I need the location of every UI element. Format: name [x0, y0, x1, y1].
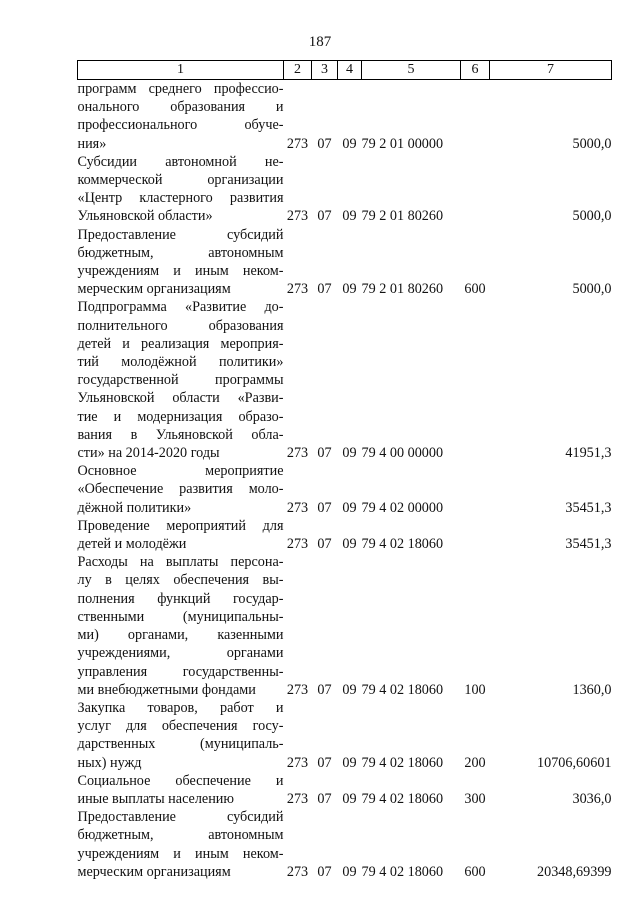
- target-article-code: 79 4 02 18060: [361, 790, 444, 807]
- expense-name-line: коммерческой организации: [77, 172, 284, 189]
- ministry-code: 273: [286, 281, 309, 298]
- expense-name-line: «Центр кластерного развития: [77, 190, 284, 207]
- expense-name-line: Субсидии автономной не-: [77, 153, 284, 170]
- expense-type-code: [461, 298, 490, 462]
- table-row: [78, 699, 612, 772]
- expense-name-line: дарственных (муниципаль-: [77, 736, 284, 753]
- expense-type-code: [461, 153, 490, 226]
- column-header: 3: [312, 61, 338, 80]
- expense-name-line: управления государственны-: [77, 663, 284, 680]
- target-article-code: 79 2 01 80260: [361, 281, 444, 298]
- ministry-code: 273: [286, 790, 309, 807]
- amount-value: 41951,3: [565, 445, 612, 462]
- subsection-code: 09: [342, 754, 357, 771]
- amount-value: 35451,3: [565, 499, 612, 516]
- expense-name-line: учреждениям и иным неком-: [77, 845, 284, 862]
- expense-type-code: [461, 462, 490, 517]
- expense-name: [78, 808, 284, 881]
- section-code: 07: [317, 681, 332, 698]
- expense-name-line: иные выплаты населению: [77, 790, 234, 807]
- expense-name-line: бюджетным, автономным: [77, 244, 284, 261]
- target-article-code: 79 4 02 18060: [361, 681, 444, 698]
- section-code: 07: [317, 790, 332, 807]
- expense-name-line: дёжной политики»: [77, 499, 192, 516]
- expense-name: [78, 80, 284, 153]
- table-row: [78, 153, 612, 226]
- column-header: 1: [78, 61, 284, 80]
- expense-type-code: 600: [464, 863, 486, 880]
- table-row: [78, 298, 612, 462]
- expense-name-line: вания в Ульяновской обла-: [77, 426, 284, 443]
- section-code: 07: [317, 536, 332, 553]
- table-row: [78, 80, 612, 153]
- amount-value: 5000,0: [572, 208, 612, 225]
- expense-type-code: 200: [464, 754, 486, 771]
- expense-name-line: Ульяновской области»: [77, 208, 213, 225]
- expense-name-line: онального образования и: [77, 99, 284, 116]
- expense-name-line: ми внебюджетными фондами: [77, 681, 256, 698]
- expense-name-line: «Обеспечение развития моло-: [77, 481, 284, 498]
- expense-name: [78, 226, 284, 299]
- expense-name-line: услуг для обеспечения госу-: [77, 718, 284, 735]
- amount-value: 20348,69399: [537, 863, 612, 880]
- ministry-code: 273: [286, 499, 309, 516]
- expense-name-line: Подпрограмма «Развитие до-: [77, 299, 284, 316]
- table-row: [78, 808, 612, 881]
- table-row: [78, 553, 612, 699]
- ministry-code: 273: [286, 536, 309, 553]
- target-article-code: 79 4 02 00000: [361, 499, 444, 516]
- subsection-code: 09: [342, 445, 357, 462]
- expense-name-line: учреждениями, органами: [77, 645, 284, 662]
- subsection-code: 09: [342, 681, 357, 698]
- section-code: 07: [317, 135, 332, 152]
- expense-name-line: бюджетным, автономным: [77, 827, 284, 844]
- expense-name-line: ния»: [77, 135, 107, 152]
- column-header: 6: [461, 61, 490, 80]
- expense-name-line: сти» на 2014-2020 годы: [77, 445, 220, 462]
- expense-name-line: лу в целях обеспечения вы-: [77, 572, 284, 589]
- subsection-code: 09: [342, 536, 357, 553]
- expense-name-line: Закупка товаров, работ и: [77, 699, 284, 716]
- expense-name-line: государственной программы: [77, 372, 284, 389]
- subsection-code: 09: [342, 863, 357, 880]
- expense-name-line: программ среднего профессио-: [77, 81, 284, 97]
- expense-name-line: Основное мероприятие: [77, 463, 284, 480]
- expense-name-line: детей и молодёжи: [77, 536, 187, 553]
- column-header: 5: [362, 61, 461, 80]
- header-row: [78, 61, 612, 80]
- expense-name-line: Социальное обеспечение и: [77, 772, 284, 789]
- target-article-code: 79 4 02 18060: [361, 863, 444, 880]
- expense-type-code: [461, 517, 490, 553]
- expense-name-line: Расходы на выплаты персона-: [77, 554, 284, 571]
- ministry-code: 273: [286, 863, 309, 880]
- expense-name: [78, 462, 284, 517]
- table-body: [78, 80, 612, 881]
- expense-type-code: 600: [464, 281, 486, 298]
- expense-type-code: 300: [464, 790, 486, 807]
- table-row: [78, 517, 612, 553]
- section-code: 07: [317, 754, 332, 771]
- table-row: [78, 772, 612, 808]
- expense-name-line: Предоставление субсидий: [77, 226, 284, 243]
- page-number: 187: [308, 34, 332, 50]
- section-code: 07: [317, 281, 332, 298]
- subsection-code: 09: [342, 790, 357, 807]
- expense-name-line: ных) нужд: [77, 754, 142, 771]
- expense-name: [78, 153, 284, 226]
- expense-name: [78, 517, 284, 553]
- amount-value: 10706,60601: [537, 754, 612, 771]
- expense-name-line: полнения функций государ-: [77, 590, 284, 607]
- expense-name-line: полнительного образования: [77, 317, 284, 334]
- expense-name: [78, 772, 284, 808]
- expense-name-line: учреждениям и иным неком-: [77, 263, 284, 280]
- expense-name-line: Ульяновской области «Разви-: [77, 390, 284, 407]
- amount-value: 5000,0: [572, 281, 612, 298]
- expense-name: [78, 699, 284, 772]
- target-article-code: 79 4 02 18060: [361, 536, 444, 553]
- section-code: 07: [317, 208, 332, 225]
- section-code: 07: [317, 445, 332, 462]
- expense-name-line: мерческим организациям: [77, 281, 231, 298]
- target-article-code: 79 2 01 80260: [361, 208, 444, 225]
- expense-name: [78, 553, 284, 699]
- column-header: 7: [490, 61, 612, 80]
- ministry-code: 273: [286, 681, 309, 698]
- subsection-code: 09: [342, 281, 357, 298]
- expense-name-line: профессионального обуче-: [77, 117, 284, 134]
- amount-value: 1360,0: [572, 681, 612, 698]
- table-row: [78, 462, 612, 517]
- expense-name-line: ми) органами, казенными: [77, 627, 284, 644]
- ministry-code: 273: [286, 754, 309, 771]
- section-code: 07: [317, 499, 332, 516]
- target-article-code: 79 2 01 00000: [361, 135, 444, 152]
- subsection-code: 09: [342, 208, 357, 225]
- expense-name: [78, 298, 284, 462]
- budget-table: [77, 60, 612, 881]
- expense-type-code: 100: [464, 681, 486, 698]
- subsection-code: 09: [342, 135, 357, 152]
- subsection-code: 09: [342, 499, 357, 516]
- section-code: 07: [317, 863, 332, 880]
- table-row: [78, 226, 612, 299]
- amount-value: 5000,0: [572, 135, 612, 152]
- expense-name-line: ственными (муниципальны-: [77, 608, 284, 625]
- target-article-code: 79 4 02 18060: [361, 754, 444, 771]
- expense-type-code: [461, 80, 490, 153]
- expense-name-line: Предоставление субсидий: [77, 809, 284, 826]
- target-article-code: 79 4 00 00000: [361, 445, 444, 462]
- amount-value: 35451,3: [565, 536, 612, 553]
- column-header: 2: [284, 61, 312, 80]
- expense-name-line: детей и реализация мероприя-: [77, 335, 284, 352]
- ministry-code: 273: [286, 208, 309, 225]
- column-header: 4: [338, 61, 362, 80]
- expense-name-line: тие и модернизация образо-: [77, 408, 284, 425]
- ministry-code: 273: [286, 445, 309, 462]
- ministry-code: 273: [286, 135, 309, 152]
- expense-name-line: тий молодёжной политики»: [77, 354, 284, 371]
- expense-name-line: мерческим организациям: [77, 863, 231, 880]
- amount-value: 3036,0: [572, 790, 612, 807]
- expense-name-line: Проведение мероприятий для: [77, 517, 284, 534]
